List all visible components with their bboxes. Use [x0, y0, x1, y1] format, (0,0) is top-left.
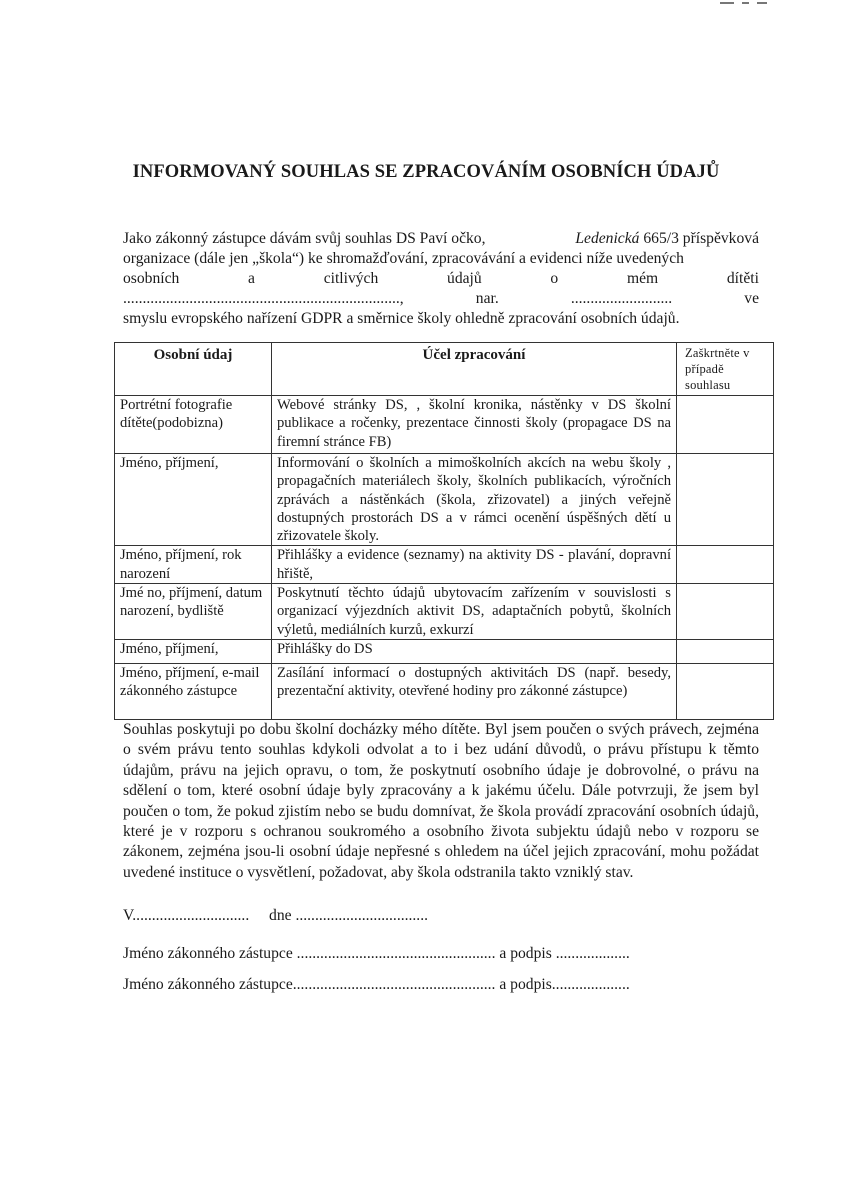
intro-line-3 — [123, 269, 759, 289]
intro-text: organizace (dále jen „škola“) ke shromažďování, zpracovávání a evidenci níže uvedených — [123, 250, 684, 267]
table-row — [115, 664, 774, 720]
guardian-1-signature-field[interactable]: ................... — [555, 945, 630, 962]
purpose-cell: Webové stránky DS, , školní kronika, nástěnky v DS školní publikace a ročenky, prezentace činnosti školy (propagace DS na firemní stránce FB) — [272, 396, 677, 454]
intro-word: mém — [626, 270, 659, 287]
guardian-name-label: Jméno zákonného zástupce — [123, 976, 293, 993]
intro-word: údajů — [447, 270, 482, 287]
scan-artifacts — [720, 2, 767, 4]
intro-word: a — [248, 270, 255, 287]
place-date-line — [123, 907, 428, 925]
birth-date-label: nar. — [475, 290, 499, 307]
guardian-2-signature-field[interactable]: .................... — [551, 976, 630, 993]
purpose-cell: Informování o školních a mimoškolních akcích na webu školy , propagačních materiálech školy, školních publikacích, výročních zprávách a nástěnkách (škola, zřizovatel) a jiných veřejně dostupných prostorách DS a v rámci ocenění úspěšných dětí u zřizovatele školy. — [272, 454, 677, 546]
document-title: INFORMOVANÝ SOUHLAS SE ZPRACOVÁNÍM OSOBNÍCH ÚDAJŮ — [132, 162, 720, 182]
intro-word: o — [550, 270, 559, 287]
intro-paragraph — [123, 229, 759, 329]
guardian-2-line — [123, 976, 630, 994]
intro-line-4 — [123, 289, 759, 309]
consent-checkbox-cell[interactable] — [677, 640, 774, 664]
consent-table — [114, 342, 774, 720]
header-consent: Zaškrtněte v případě souhlasu — [677, 343, 774, 396]
place-label: V — [123, 907, 133, 924]
personal-data-cell: Jméno, příjmení, rok narození — [115, 546, 272, 584]
intro-word: dítěti — [726, 270, 759, 287]
date-field[interactable]: .................................. — [295, 907, 428, 924]
personal-data-cell: Portrétní fotografie dítěte(podobizna) — [115, 396, 272, 454]
consent-checkbox-cell[interactable] — [677, 546, 774, 584]
purpose-cell: Přihlášky a evidence (seznamy) na aktivity DS - plavání, dopravní hřiště, — [272, 546, 677, 584]
intro-word: ve — [744, 290, 759, 307]
rights-paragraph: Souhlas poskytuji po dobu školní docházky mého dítěte. Byl jsem poučen o svých právech, zejména o svém právu tento souhlas kdykoli odvolat a to i bez udání důvodů, o právu přístupu k těmto údajům, právu na jejich opravu, o tom, že poskytnutí osobního údaje je dobrovolné, o právu na sdělení o tom, které osobní údaje byly zpracovány a k jakému účelu. Dále potvrzuji, že jsem byl poučen o tom, že pokud zjistím nebo se budu domnívat, že škola provádí zpracování osobních údajů, které je v rozporu s ochranou soukromého a osobního života subjektu údajů nebo v rozporu se zákonem, zejména jsou-li osobní údaje nepřesné s ohledem na účel jejich zpracování, mohu požádat uvedené instituce o vysvětlení, požadovat, aby škola odstranila takto vzniklý stav. — [123, 721, 759, 881]
table-row — [115, 640, 774, 664]
intro-text: smyslu evropského nařízení GDPR a směrnice školy ohledně zpracování osobních údajů. — [123, 310, 680, 327]
intro-text: 665/3 příspěvková — [643, 230, 759, 247]
consent-checkbox-cell[interactable] — [677, 396, 774, 454]
table-header-row — [115, 343, 774, 396]
header-personal-data: Osobní údaj — [115, 343, 272, 396]
guardian-name-label: Jméno zákonného zástupce — [123, 945, 293, 962]
consent-checkbox-cell[interactable] — [677, 664, 774, 720]
intro-line-2 — [123, 249, 759, 269]
personal-data-cell: Jmé no, příjmení, datum narození, bydliště — [115, 584, 272, 640]
address-street: Ledenická — [575, 230, 640, 247]
consent-checkbox-cell[interactable] — [677, 584, 774, 640]
header-purpose: Účel zpracování — [272, 343, 677, 396]
date-label: dne — [269, 907, 292, 924]
purpose-cell: Přihlášky do DS — [272, 640, 677, 664]
personal-data-cell: Jméno, příjmení, — [115, 454, 272, 546]
place-field[interactable]: .............................. — [132, 907, 250, 924]
purpose-cell: Poskytnutí těchto údajů ubytovacím zařízením v souvislosti s organizací výjezdních aktivit DS, adaptačních pobytů, školních výletů, mediálních kurzů, exkurzí — [272, 584, 677, 640]
guardian-1-line — [123, 945, 630, 963]
table-row — [115, 396, 774, 454]
guardian-1-name-field[interactable]: ................................................... — [296, 945, 496, 962]
purpose-cell: Zasílání informací o dostupných aktivitách DS (např. besedy, prezentační aktivity, otevřené hodiny pro zákonné zástupce) — [272, 664, 677, 720]
table-row — [115, 454, 774, 546]
signature-label: a podpis — [499, 976, 552, 993]
personal-data-cell: Jméno, příjmení, e-mail zákonného zástupce — [115, 664, 272, 720]
signature-label: a podpis — [499, 945, 552, 962]
consent-checkbox-cell[interactable] — [677, 454, 774, 546]
guardian-2-name-field[interactable]: .................................................... — [292, 976, 496, 993]
intro-line-5 — [123, 309, 759, 329]
intro-text: Jako zákonný zástupce dávám svůj souhlas DS Paví očko, — [123, 230, 486, 247]
personal-data-cell: Jméno, příjmení, — [115, 640, 272, 664]
table-row — [115, 546, 774, 584]
birth-date-field[interactable]: .......................... — [570, 290, 673, 307]
intro-line-1 — [123, 229, 759, 249]
intro-word: citlivých — [323, 270, 379, 287]
intro-word: osobních — [123, 270, 180, 287]
child-name-field[interactable]: ......................................................................., — [123, 290, 404, 307]
table-row — [115, 584, 774, 640]
